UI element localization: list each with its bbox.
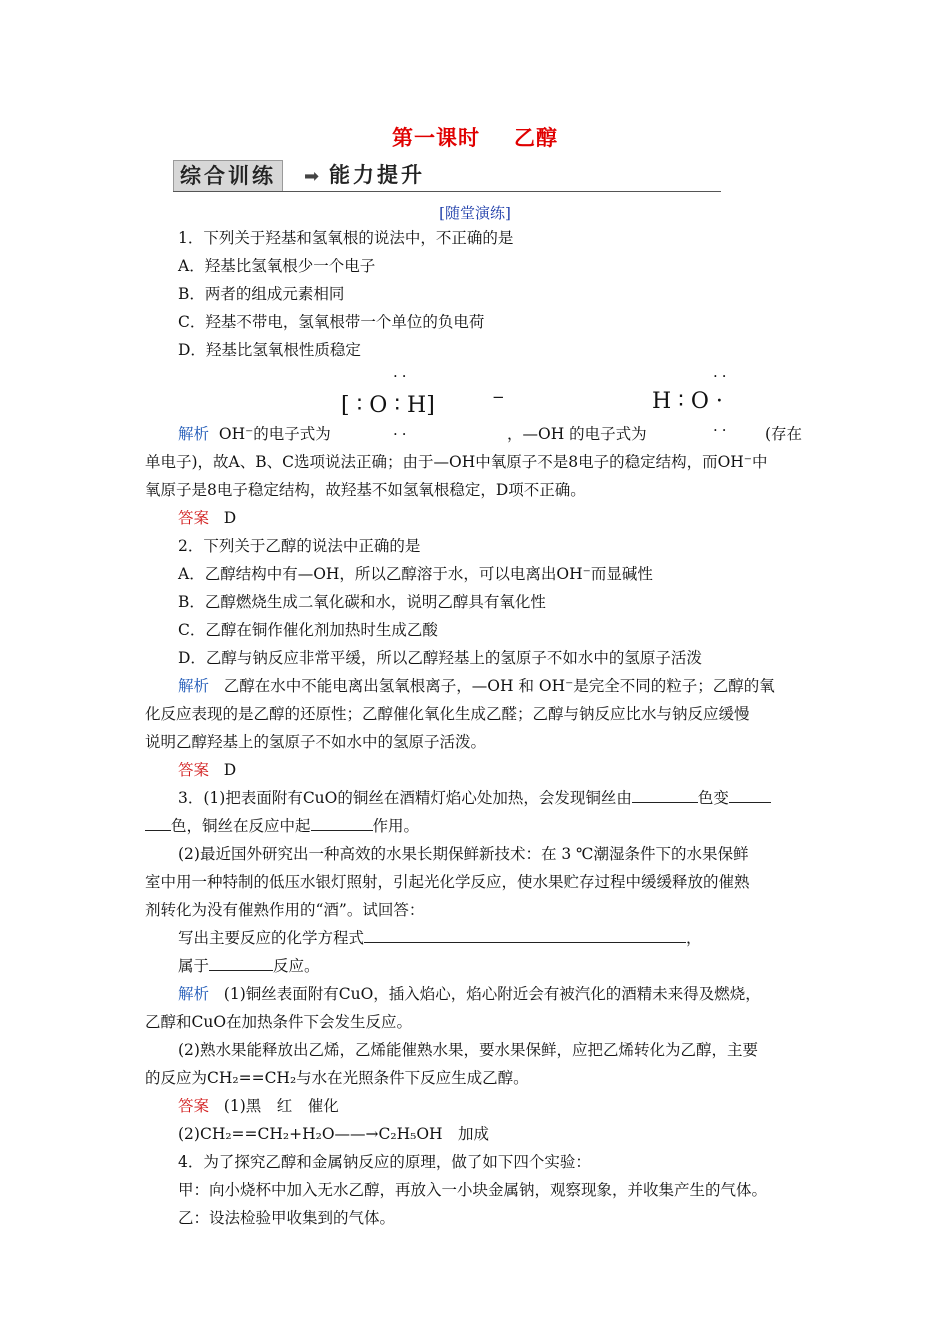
q1-option-c: C．羟基不带电，氢氧根带一个单位的负电荷 xyxy=(178,313,485,331)
q2-analysis-1: 乙醇在水中不能电离出氢氧根离子，—OH 和 OH⁻是完全不同的粒子；乙醇的氧 xyxy=(223,677,775,695)
q3-reaction-suffix: 反应。 xyxy=(273,957,320,975)
q3-part1-a: 3．(1)把表面附有CuO的铜丝在酒精灯焰心处加热，会发现铜丝由 xyxy=(178,789,632,807)
oh-electron-formula: H ∶ O · xyxy=(652,389,723,414)
q3-answer-line-2: (2)CH₂==CH₂+H₂O——→C₂H₅OH 加成 xyxy=(178,1125,490,1143)
q3-part2-line-1: (2)最近国外研究出一种高效的水果长期保鲜新技术：在 3 ℃潮湿条件下的水果保鲜 xyxy=(178,845,749,863)
title-lesson: 第一课时 xyxy=(392,126,480,150)
q1-answer-value: D xyxy=(223,509,237,527)
q3-part2-line-5 xyxy=(178,955,320,977)
q3-blank-1[interactable] xyxy=(632,788,698,803)
q3-analysis-line-2: 乙醇和CuO在加热条件下会发生反应。 xyxy=(145,1013,413,1031)
section-tag: [随堂演练] xyxy=(439,204,511,222)
section-banner xyxy=(173,160,721,192)
q3-part1-line-1 xyxy=(178,787,771,809)
q1-analysis-1c: (存在 xyxy=(765,425,803,443)
q3-answer-1: (1)黑 红 催化 xyxy=(223,1097,339,1115)
q3-part2-line-2: 室中用一种特制的低压水银灯照射，引起光化学反应，使水果贮存过程中缓缓释放的催熟 xyxy=(145,873,750,891)
q4-stem: 4．为了探究乙醇和金属钠反应的原理，做了如下四个实验： xyxy=(178,1153,591,1171)
q1-option-a: A．羟基比氢氧根少一个电子 xyxy=(178,257,376,275)
q4-experiment-yi: 乙：设法检验甲收集到的气体。 xyxy=(178,1209,396,1227)
q1-analysis-line-3: 氧原子是8电子稳定结构，故羟基不如氢氧根稳定，D项不正确。 xyxy=(145,481,586,499)
q3-part2-line-4 xyxy=(178,927,702,949)
oh-bottom-dots: ·· xyxy=(713,421,731,439)
q2-option-a: A．乙醇结构中有—OH，所以乙醇溶于水，可以电离出OH⁻而显碱性 xyxy=(178,565,653,583)
q1-analysis-label: 解析 xyxy=(178,425,210,443)
q3-answer-line-1 xyxy=(178,1095,339,1117)
title-topic: 乙醇 xyxy=(514,126,558,150)
oh-top-dots: ·· xyxy=(713,367,731,385)
arrow-right-icon: ➡ xyxy=(304,166,320,187)
q2-analysis-label: 解析 xyxy=(178,677,210,695)
q3-equation-prompt: 写出主要反应的化学方程式 xyxy=(178,929,365,947)
q3-reaction-prompt: 属于 xyxy=(178,957,210,975)
q3-part1-line-2 xyxy=(145,815,419,837)
q3-blank-2a[interactable] xyxy=(729,788,771,803)
q3-part2-line-3: 剂转化为没有催熟作用的“酒”。试回答： xyxy=(145,901,425,919)
q1-analysis-1a: OH⁻的电子式为 xyxy=(218,425,331,443)
q3-comma: ， xyxy=(686,929,702,947)
banner-subtitle: 能力提升 xyxy=(329,163,425,187)
q3-part1-c: 色，铜丝在反应中起 xyxy=(171,817,311,835)
q3-blank-2b[interactable] xyxy=(145,816,171,831)
q2-stem: 2．下列关于乙醇的说法中正确的是 xyxy=(178,537,421,555)
q3-part1-b: 色变 xyxy=(697,789,729,807)
q3-analysis-line-3: (2)熟水果能释放出乙烯，乙烯能催熟水果，要水果保鲜，应把乙烯转化为乙醇，主要 xyxy=(178,1041,758,1059)
oh-minus-electron-formula: [ ∶ O ∶ H] xyxy=(341,393,435,418)
q1-option-b: B．两者的组成元素相同 xyxy=(178,285,345,303)
q3-analysis-line-4: 的反应为CH₂==CH₂与水在光照条件下反应生成乙醇。 xyxy=(145,1069,529,1087)
oh-minus-bottom-dots: ·· xyxy=(393,425,411,443)
q1-option-d: D．羟基比氢氧根性质稳定 xyxy=(178,341,361,359)
q2-option-d: D．乙醇与钠反应非常平缓，所以乙醇羟基上的氢原子不如水中的氢原子活泼 xyxy=(178,649,702,667)
page-title xyxy=(0,122,950,152)
q3-equation-blank[interactable] xyxy=(364,928,686,943)
oh-minus-top-dots: ·· xyxy=(393,367,411,385)
q3-analysis-label: 解析 xyxy=(178,985,210,1003)
q2-analysis-line-3: 说明乙醇羟基上的氢原子不如水中的氢原子活泼。 xyxy=(145,733,487,751)
oh-minus-charge: − xyxy=(492,388,505,406)
q3-reaction-blank[interactable] xyxy=(209,956,273,971)
q2-analysis-line-2: 化反应表现的是乙醇的还原性；乙醇催化氧化生成乙醛；乙醇与钠反应比水与钠反应缓慢 xyxy=(145,705,750,723)
q1-analysis-line-2: 单电子)，故A、B、C选项说法正确；由于—OH中氧原子不是8电子的稳定结构，而OH⁻中 xyxy=(145,453,768,471)
q3-answer-label: 答案 xyxy=(178,1097,210,1115)
q1-analysis-line-1 xyxy=(178,423,331,445)
q3-part1-d: 作用。 xyxy=(372,817,420,835)
q3-analysis-1: (1)铜丝表面附有CuO，插入焰心，焰心附近会有被汽化的酒精未来得及燃烧， xyxy=(223,985,761,1003)
q2-option-c: C．乙醇在铜作催化剂加热时生成乙酸 xyxy=(178,621,438,639)
q1-stem: 1．下列关于羟基和氢氧根的说法中，不正确的是 xyxy=(178,229,514,247)
q3-blank-3[interactable] xyxy=(311,816,373,831)
q1-analysis-1b: ，—OH 的电子式为 xyxy=(507,425,647,443)
q4-experiment-jia: 甲：向小烧杯中加入无水乙醇，再放入一小块金属钠，观察现象，并收集产生的气体。 xyxy=(178,1181,768,1199)
banner-divider xyxy=(173,191,721,192)
q3-analysis-line-1 xyxy=(178,983,761,1005)
q2-answer-label: 答案 xyxy=(178,761,210,779)
q2-analysis-line-1 xyxy=(178,675,775,697)
q2-answer-value: D xyxy=(223,761,237,779)
q2-option-b: B．乙醇燃烧生成二氧化碳和水，说明乙醇具有氧化性 xyxy=(178,593,546,611)
q2-answer xyxy=(178,759,236,781)
q1-answer xyxy=(178,507,236,529)
q1-answer-label: 答案 xyxy=(178,509,210,527)
banner-label: 综合训练 xyxy=(173,160,283,192)
